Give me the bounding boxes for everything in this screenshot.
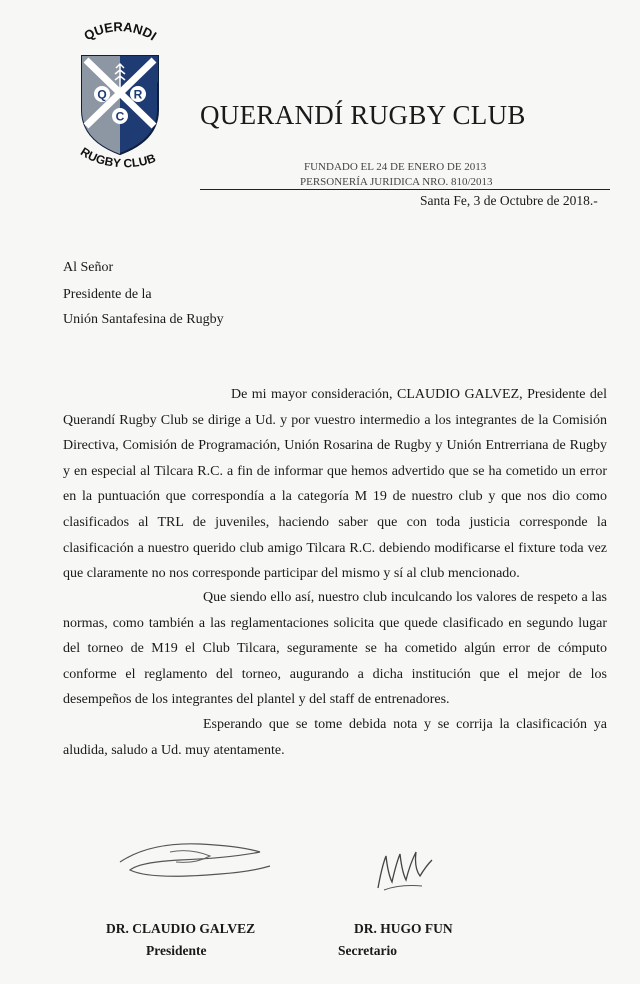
crest-letter-r: R xyxy=(133,87,143,102)
crest-top-text: QUERANDI xyxy=(81,22,160,44)
addressee-line-1: Al Señor xyxy=(63,260,114,275)
body-paragraph-1-text: De mi mayor consideración, CLAUDIO GALVEZ, Presidente del Querandí Rugby Club se dirige a Ud. y por vuestro intermedio a los integrantes de la Comisión Directiva, Comisión de Programación, Unión Rosarina de Rugby y Unión Entrerriana de Rugby y en especial al Tilcara R.C. a fin de informar que hemos advertido que se ha cometido un error en la puntuación que correspondía a la categoría M 19 de nuestro club y que nos dio como clasificados al TRL de juveniles, haciendo saber que con toda justicia corresponde la clasificación a nuestro querido club amigo Tilcara R.C. debiendo modificarse el fixture toda vez que claramente no nos corresponde participar del mismo y sí al club mencionado. xyxy=(63,387,607,582)
club-name-heading: QUERANDÍ RUGBY CLUB xyxy=(200,100,526,130)
crest-bottom-text: RUGBY CLUB xyxy=(78,144,158,171)
secretary-signature xyxy=(370,846,440,896)
crest-letter-q: Q xyxy=(97,87,107,102)
body-paragraph-3-text: Esperando que se tome debida nota y se corrija la clasificación ya aludida, saludo a Ud. muy atentamente. xyxy=(63,717,607,758)
body-paragraph-3 xyxy=(63,712,607,763)
svg-text:QUERANDI xyxy=(81,22,159,43)
addressee-line-3: Unión Santafesina de Rugby xyxy=(63,312,224,327)
signatory-role-president: Presidente xyxy=(146,943,207,958)
club-crest-logo xyxy=(60,22,180,172)
signatory-name-secretary: DR. HUGO FUN xyxy=(354,921,453,936)
letter-date: Santa Fe, 3 de Octubre de 2018.- xyxy=(420,193,598,208)
header-divider xyxy=(200,189,610,190)
signatory-role-secretary: Secretario xyxy=(338,943,397,958)
signatory-name-president: DR. CLAUDIO GALVEZ xyxy=(106,921,256,936)
body-paragraph-2-text: Que siendo ello así, nuestro club inculcando los valores de respeto a las normas, como también a las reglamentaciones solicita que quede clasificado en segundo lugar del torneo de M19 el Club Tilcara, seguramente se ha cometido algún error de cómputo conforme el reglamento del torneo, augurando a dicha institución que el mejor de los desempeños de los integrantes del plantel y del staff de entrenadores. xyxy=(63,590,607,708)
crest-letter-c: C xyxy=(115,109,125,124)
body-paragraph-2 xyxy=(63,585,607,713)
legal-registration: PERSONERÍA JURIDICA NRO. 810/2013 xyxy=(300,176,493,188)
addressee-line-2: Presidente de la xyxy=(63,287,152,302)
president-signature xyxy=(110,822,280,892)
founded-date: FUNDADO EL 24 DE ENERO DE 2013 xyxy=(304,161,487,173)
body-paragraph-1 xyxy=(63,382,607,587)
